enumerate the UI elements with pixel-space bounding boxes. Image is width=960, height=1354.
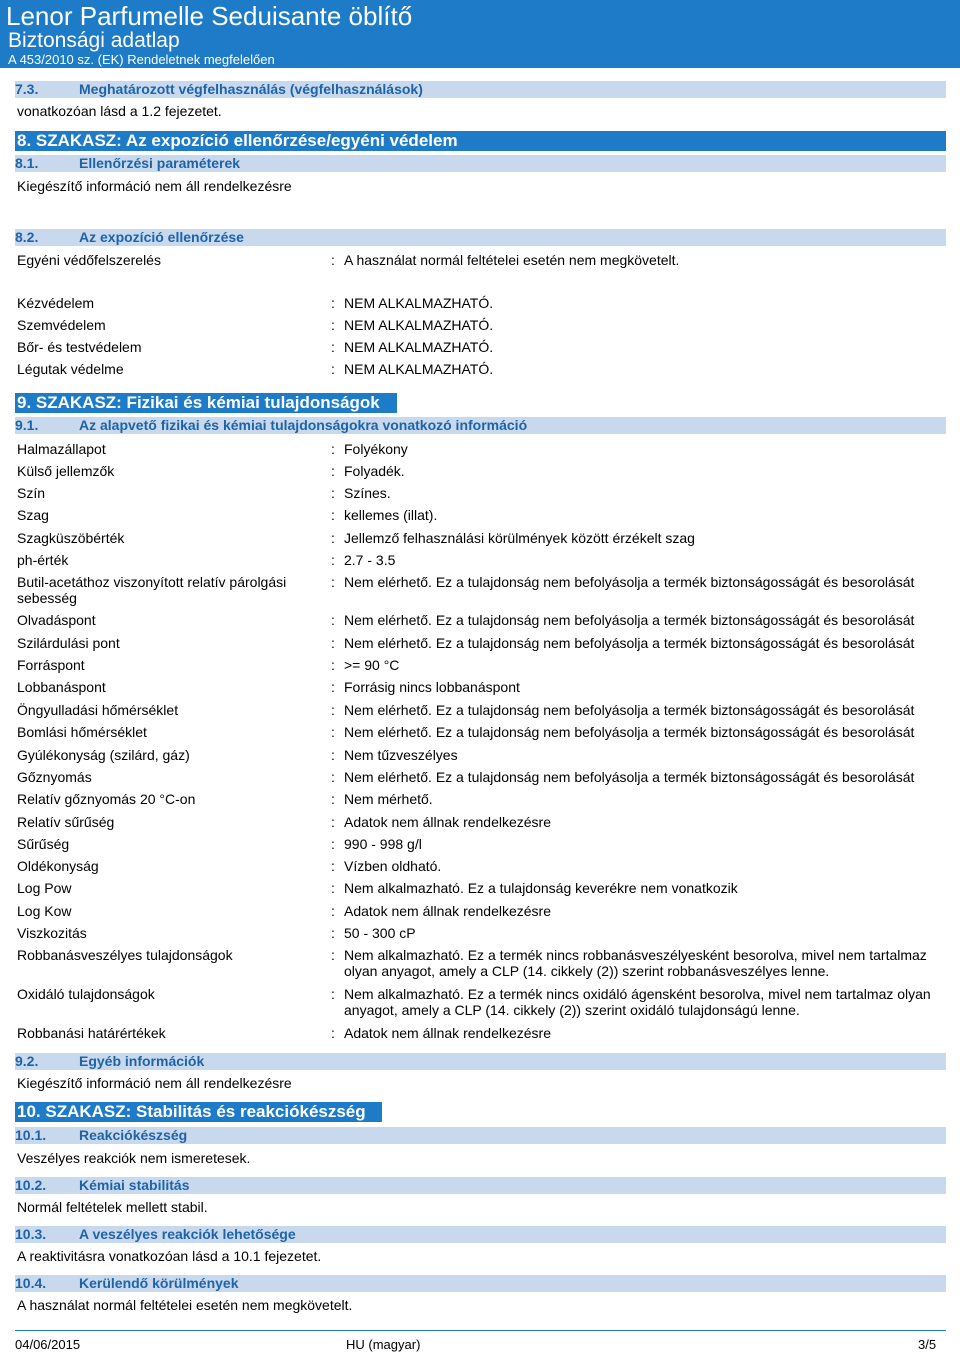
subsection-10-3-text: A reaktivitásra vonatkozóan lásd a 10.1 fejezetet.: [17, 1248, 322, 1264]
property-label: Szilárdulási pont: [17, 635, 120, 651]
property-value: Vízben oldható.: [344, 858, 442, 874]
subsection-title: Az expozíció ellenőrzése: [79, 229, 244, 245]
colon-separator: :: [331, 252, 335, 268]
header-banner: [0, 0, 960, 68]
property-label: Egyéni védőfelszerelés: [17, 252, 161, 268]
subsection-9-2-text: Kiegészítő információ nem áll rendelkezésre: [17, 1075, 292, 1091]
subsection-8-1: [15, 155, 946, 172]
subsection-number: 7.3.: [15, 81, 39, 97]
property-value: >= 90 °C: [344, 657, 400, 673]
subsection-title: Kémiai stabilitás: [79, 1177, 190, 1193]
property-label: Légutak védelme: [17, 361, 124, 377]
property-label: Szag: [17, 507, 49, 523]
subsection-title: A veszélyes reakciók lehetősége: [79, 1226, 296, 1242]
property-label: Lobbanáspont: [17, 679, 106, 695]
property-value: 50 - 300 cP: [344, 925, 416, 941]
property-label: Gyúlékonyság (szilárd, gáz): [17, 747, 190, 763]
property-value: Folyadék.: [344, 463, 405, 479]
property-value: NEM ALKALMAZHATÓ.: [344, 317, 494, 333]
subsection-title: Egyéb információk: [79, 1053, 205, 1069]
property-label: Robbanási határértékek: [17, 1025, 166, 1041]
property-label: Halmazállapot: [17, 441, 106, 457]
colon-separator: :: [331, 635, 335, 651]
colon-separator: :: [331, 903, 335, 919]
colon-separator: :: [331, 836, 335, 852]
property-value: 2.7 - 3.5: [344, 552, 396, 568]
colon-separator: :: [331, 1025, 335, 1041]
subsection-9-1: [15, 417, 946, 434]
subsection-number: 9.2.: [15, 1053, 39, 1069]
subsection-number: 9.1.: [15, 417, 39, 433]
section-10-header: 10. SZAKASZ: Stabilitás és reakciókészség: [15, 1102, 382, 1122]
subsection-title: Kerülendő körülmények: [79, 1275, 239, 1291]
subsection-number: 10.4.: [15, 1275, 47, 1291]
property-label: ph-érték: [17, 552, 69, 568]
colon-separator: :: [331, 339, 335, 355]
document-subtitle: Biztonsági adatlap: [8, 29, 180, 52]
colon-separator: :: [331, 814, 335, 830]
product-title: Lenor Parfumelle Seduisante öblítő: [6, 1, 413, 31]
footer-divider: [15, 1330, 946, 1331]
colon-separator: :: [331, 947, 335, 963]
colon-separator: :: [331, 507, 335, 523]
property-label: Relatív gőznyomás 20 °C-on: [17, 791, 196, 807]
colon-separator: :: [331, 530, 335, 546]
property-value: kellemes (illat).: [344, 507, 438, 523]
section-8-header: 8. SZAKASZ: Az expozíció ellenőrzése/egyéni védelem: [15, 131, 946, 151]
colon-separator: :: [331, 317, 335, 333]
subsection-7-3: [15, 81, 946, 98]
property-value: Nem elérhető. Ez a tulajdonság nem befolyásolja a termék biztonságosságát és besorolását: [344, 769, 915, 785]
subsection-10-4-text: A használat normál feltételei esetén nem megkövetelt.: [17, 1297, 353, 1313]
property-label: Öngyulladási hőmérséklet: [17, 702, 179, 718]
property-value: 990 - 998 g/l: [344, 836, 422, 852]
property-value: A használat normál feltételei esetén nem megkövetelt.: [344, 252, 680, 268]
property-label: Olvadáspont: [17, 612, 96, 628]
subsection-number: 10.1.: [15, 1127, 47, 1143]
subsection-10-2: [15, 1177, 946, 1194]
subsection-number: 8.1.: [15, 155, 39, 171]
property-value: Nem elérhető. Ez a tulajdonság nem befolyásolja a termék biztonságosságát és besorolását: [344, 702, 915, 718]
subsection-10-2-text: Normál feltételek mellett stabil.: [17, 1199, 208, 1215]
subsection-title: Reakciókészség: [79, 1127, 188, 1143]
property-value: Nem alkalmazható. Ez a termék nincs oxidáló ágensként besorolva, mivel nem tartalmaz olyan anyagot, amely a CLP (14. cikkely (2)) szerint oxidáló tulajdonságú lenne.: [344, 986, 931, 1018]
footer-page-number: 3/5: [918, 1337, 937, 1352]
subsection-number: 10.2.: [15, 1177, 47, 1193]
property-value: Forrásig nincs lobbanáspont: [344, 679, 520, 695]
colon-separator: :: [331, 925, 335, 941]
property-value: Nem tűzveszélyes: [344, 747, 458, 763]
property-value: Nem alkalmazható. Ez a tulajdonság keverékre nem vonatkozik: [344, 880, 738, 896]
footer-date: 04/06/2015: [15, 1337, 81, 1352]
property-label: Kézvédelem: [17, 295, 95, 311]
colon-separator: :: [331, 679, 335, 695]
section-9-header: 9. SZAKASZ: Fizikai és kémiai tulajdonságok: [15, 393, 397, 413]
property-label: Relatív sűrűség: [17, 814, 115, 830]
colon-separator: :: [331, 574, 335, 590]
property-value: Folyékony: [344, 441, 408, 457]
property-label: Forráspont: [17, 657, 85, 673]
colon-separator: :: [331, 552, 335, 568]
subsection-number: 10.3.: [15, 1226, 47, 1242]
footer-language: HU (magyar): [346, 1337, 421, 1352]
property-value: NEM ALKALMAZHATÓ.: [344, 295, 494, 311]
subsection-7-3-text: vonatkozóan lásd a 1.2 fejezetet.: [17, 103, 222, 119]
property-label: Szemvédelem: [17, 317, 106, 333]
subsection-number: 8.2.: [15, 229, 39, 245]
property-label: Butil-acetáthoz viszonyított relatív párolgási sebesség: [17, 574, 287, 606]
property-value: NEM ALKALMAZHATÓ.: [344, 361, 494, 377]
colon-separator: :: [331, 702, 335, 718]
colon-separator: :: [331, 880, 335, 896]
colon-separator: :: [331, 769, 335, 785]
property-label: Log Kow: [17, 903, 72, 919]
regulation-note: A 453/2010 sz. (EK) Rendeletnek megfelelően: [8, 52, 275, 67]
property-label: Külső jellemzők: [17, 463, 115, 479]
property-value: Nem alkalmazható. Ez a termék nincs robbanásveszélyesként besorolva, mivel nem tartalmaz olyan anyagot, amely a CLP (14. cikkely (2)) szerint robbanásveszélyes lenne.: [344, 947, 927, 979]
colon-separator: :: [331, 724, 335, 740]
colon-separator: :: [331, 612, 335, 628]
subsection-8-2: [15, 229, 946, 246]
property-label: Szagküszöbérték: [17, 530, 125, 546]
subsection-10-1: [15, 1127, 946, 1144]
colon-separator: :: [331, 858, 335, 874]
colon-separator: :: [331, 463, 335, 479]
colon-separator: :: [331, 361, 335, 377]
colon-separator: :: [331, 657, 335, 673]
property-value: Színes.: [344, 485, 391, 501]
subsection-8-1-text: Kiegészítő információ nem áll rendelkezésre: [17, 178, 292, 194]
property-value: Nem elérhető. Ez a tulajdonság nem befolyásolja a termék biztonságosságát és besorolását: [344, 574, 915, 590]
subsection-title: Ellenőrzési paraméterek: [79, 155, 241, 171]
subsection-10-4: [15, 1275, 946, 1292]
colon-separator: :: [331, 747, 335, 763]
property-value: NEM ALKALMAZHATÓ.: [344, 339, 494, 355]
property-label: Gőznyomás: [17, 769, 92, 785]
subsection-9-2: [15, 1053, 946, 1070]
property-value: Nem elérhető. Ez a tulajdonság nem befolyásolja a termék biztonságosságát és besorolását: [344, 635, 915, 651]
subsection-10-3: [15, 1226, 946, 1243]
property-value: Jellemző felhasználási körülmények között érzékelt szag: [344, 530, 695, 546]
colon-separator: :: [331, 441, 335, 457]
colon-separator: :: [331, 485, 335, 501]
subsection-title: Meghatározott végfelhasználás (végfelhasználások): [79, 81, 423, 97]
property-value: Nem elérhető. Ez a tulajdonság nem befolyásolja a termék biztonságosságát és besorolását: [344, 724, 915, 740]
colon-separator: :: [331, 295, 335, 311]
property-label: Bőr- és testvédelem: [17, 339, 142, 355]
property-label: Viszkozitás: [17, 925, 87, 941]
property-label: Robbanásveszélyes tulajdonságok: [17, 947, 233, 963]
property-label: Oxidáló tulajdonságok: [17, 986, 155, 1002]
property-label: Szín: [17, 485, 46, 501]
property-value: Adatok nem állnak rendelkezésre: [344, 903, 552, 919]
property-label: Log Pow: [17, 880, 72, 896]
property-label: Oldékonyság: [17, 858, 99, 874]
property-value: Nem mérhető.: [344, 791, 433, 807]
colon-separator: :: [331, 791, 335, 807]
property-value: Adatok nem állnak rendelkezésre: [344, 1025, 552, 1041]
property-label: Sűrűség: [17, 836, 70, 852]
subsection-title: Az alapvető fizikai és kémiai tulajdonságokra vonatkozó információ: [79, 417, 528, 433]
subsection-10-1-text: Veszélyes reakciók nem ismeretesek.: [17, 1150, 251, 1166]
colon-separator: :: [331, 986, 335, 1002]
property-value: Adatok nem állnak rendelkezésre: [344, 814, 552, 830]
property-value: Nem elérhető. Ez a tulajdonság nem befolyásolja a termék biztonságosságát és besorolását: [344, 612, 915, 628]
property-label: Bomlási hőmérséklet: [17, 724, 147, 740]
